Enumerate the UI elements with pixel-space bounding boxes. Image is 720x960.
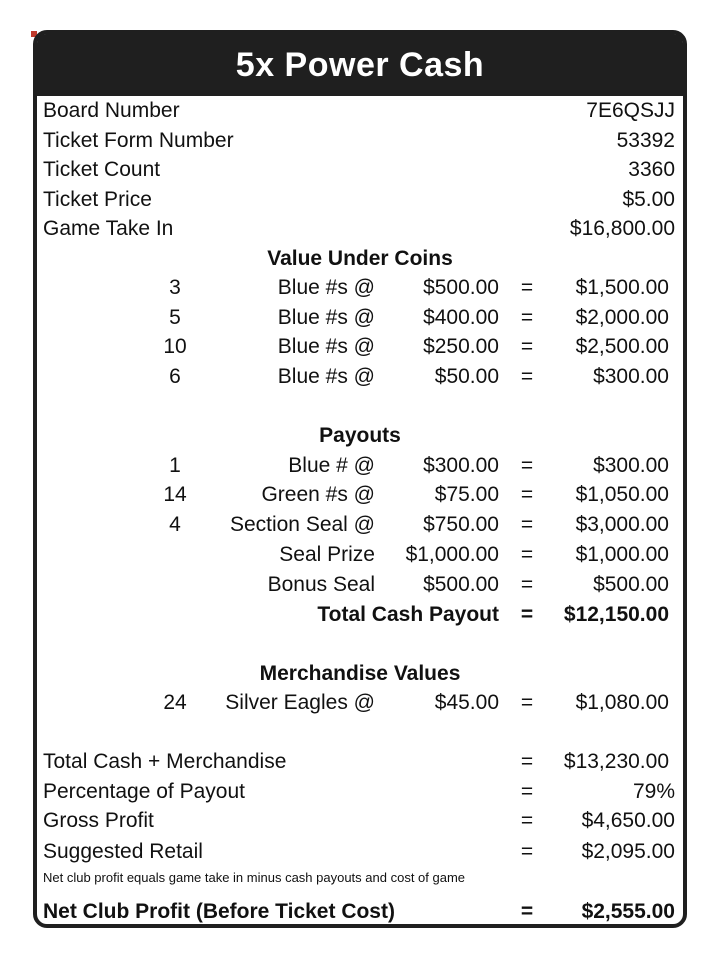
qty: 14 — [163, 483, 187, 506]
summary-value: $2,095.00 — [581, 840, 675, 863]
game-title: 5x Power Cash — [235, 45, 485, 84]
qty: 24 — [163, 691, 187, 714]
total-value: $12,150.00 — [563, 603, 669, 626]
qty: 6 — [169, 365, 181, 388]
qty: 1 — [169, 454, 181, 477]
qty: 4 — [169, 513, 181, 536]
equals: = — [520, 840, 534, 863]
desc: Blue # @ — [288, 454, 375, 477]
equals: = — [520, 365, 534, 388]
total: $1,500.00 — [575, 276, 669, 299]
equals: = — [520, 603, 534, 626]
equals: = — [520, 691, 534, 714]
desc: Seal Prize — [279, 543, 375, 566]
title-bar — [37, 34, 683, 96]
price: $500.00 — [423, 573, 499, 596]
equals: = — [520, 809, 534, 832]
price: $45.00 — [434, 691, 499, 714]
desc: Silver Eagles @ — [225, 691, 375, 714]
desc: Blue #s @ — [277, 276, 375, 299]
table-row — [37, 362, 683, 392]
price: $75.00 — [434, 483, 499, 506]
summary-label: Percentage of Payout — [43, 780, 245, 803]
total: $1,000.00 — [575, 543, 669, 566]
info-label: Ticket Price — [43, 188, 152, 211]
summary-row — [37, 777, 683, 807]
summary-row — [37, 837, 683, 867]
section-heading-payouts — [37, 421, 683, 451]
summary-value: $4,650.00 — [581, 809, 675, 832]
total: $1,050.00 — [575, 483, 669, 506]
info-value: 3360 — [628, 158, 675, 181]
total: $300.00 — [593, 365, 669, 388]
equals: = — [520, 900, 534, 923]
footnote: Net club profit equals game take in minus cash payouts and cost of game — [43, 870, 466, 885]
section-heading: Value Under Coins — [267, 247, 453, 270]
total: $2,500.00 — [575, 335, 669, 358]
qty: 5 — [169, 306, 181, 329]
section-heading: Payouts — [319, 424, 401, 447]
table-row — [37, 480, 683, 510]
summary-label: Suggested Retail — [43, 840, 203, 863]
equals: = — [520, 513, 534, 536]
game-info-card — [33, 30, 687, 928]
total: $3,000.00 — [575, 513, 669, 536]
desc: Blue #s @ — [277, 365, 375, 388]
summary-label: Gross Profit — [43, 809, 154, 832]
total: $1,080.00 — [575, 691, 669, 714]
qty: 3 — [169, 276, 181, 299]
total: $300.00 — [593, 454, 669, 477]
section-heading-coins — [37, 244, 683, 274]
total: $2,000.00 — [575, 306, 669, 329]
price: $500.00 — [423, 276, 499, 299]
table-row — [37, 303, 683, 333]
info-label: Ticket Form Number — [43, 129, 234, 152]
net-value: $2,555.00 — [581, 900, 675, 923]
desc: Blue #s @ — [277, 306, 375, 329]
desc: Green #s @ — [261, 483, 375, 506]
price: $50.00 — [434, 365, 499, 388]
price: $1,000.00 — [405, 543, 499, 566]
desc: Section Seal @ — [229, 513, 375, 536]
info-label: Game Take In — [43, 217, 174, 240]
table-row — [37, 273, 683, 303]
total-cash-payout-row — [37, 600, 683, 630]
table-row — [37, 451, 683, 481]
info-value: $5.00 — [622, 188, 675, 211]
info-value: $16,800.00 — [569, 217, 675, 240]
price: $400.00 — [423, 306, 499, 329]
section-heading: Merchandise Values — [259, 662, 461, 685]
summary-row — [37, 806, 683, 836]
total-label: Total Cash Payout — [317, 603, 499, 626]
summary-row — [37, 747, 683, 777]
info-value: 53392 — [616, 129, 675, 152]
equals: = — [520, 306, 534, 329]
info-row-ticket-price — [37, 185, 683, 215]
section-heading-merchandise — [37, 659, 683, 689]
desc: Bonus Seal — [267, 573, 375, 596]
table-row — [37, 688, 683, 718]
summary-value: $13,230.00 — [563, 750, 669, 773]
net-label: Net Club Profit (Before Ticket Cost) — [43, 900, 395, 923]
qty: 10 — [163, 335, 187, 358]
total: $500.00 — [593, 573, 669, 596]
info-row-game-take-in — [37, 214, 683, 244]
price: $250.00 — [423, 335, 499, 358]
info-label: Ticket Count — [43, 158, 161, 181]
table-row — [37, 570, 683, 600]
summary-value: 79% — [632, 780, 675, 803]
info-row-board-number — [37, 96, 683, 126]
equals: = — [520, 780, 534, 803]
equals: = — [520, 483, 534, 506]
equals: = — [520, 335, 534, 358]
desc: Blue #s @ — [277, 335, 375, 358]
price: $750.00 — [423, 513, 499, 536]
info-row-ticket-count — [37, 155, 683, 185]
equals: = — [520, 573, 534, 596]
info-label: Board Number — [43, 99, 180, 122]
equals: = — [520, 543, 534, 566]
equals: = — [520, 276, 534, 299]
equals: = — [520, 454, 534, 477]
table-row — [37, 540, 683, 570]
info-row-ticket-form — [37, 126, 683, 156]
info-value: 7E6QSJJ — [586, 99, 675, 122]
table-row — [37, 332, 683, 362]
net-club-profit-row — [37, 897, 683, 927]
price: $300.00 — [423, 454, 499, 477]
table-row — [37, 510, 683, 540]
equals: = — [520, 750, 534, 773]
summary-label: Total Cash + Merchandise — [43, 750, 287, 773]
